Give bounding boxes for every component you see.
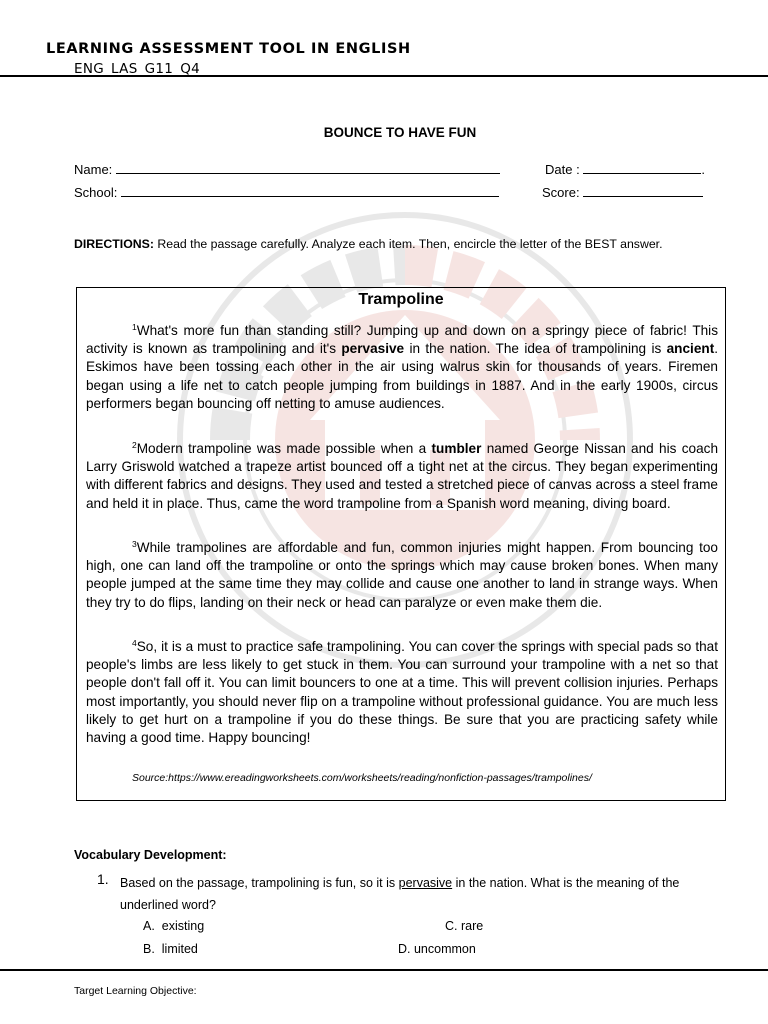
score-blank[interactable] [583, 185, 703, 197]
header-divider [0, 75, 768, 77]
date-label: Date : [545, 162, 580, 177]
paragraph-text: Modern trampoline was made possible when a [136, 441, 432, 456]
choice-c-text: rare [460, 919, 484, 933]
paragraph-text: . Eskimos have been tossing each other in the air using walrus skin for thousands of years. Firemen began using a life net to catch people jumping from buildings in 1887. And in the early 1900s, circus performers began bouncing off netting to amuse audiences. [86, 341, 718, 411]
date-blank[interactable] [583, 162, 701, 174]
question-text [120, 872, 740, 916]
question-number: 1. [97, 871, 109, 887]
choice-c-letter: C. [445, 919, 458, 933]
question-text-after: in the nation. What is the meaning of the underlined word? [120, 876, 680, 912]
paragraph-text: While trampolines are affordable and fun, common injuries might happen. From bouncing too high, one can land off the trampoline or onto the springs which may cause broken bones. When many people jumped at the same time they may collide and cause one another to land in strange ways. When they try to do flips, landing on their neck or head can paralyze or even make them die. [86, 540, 718, 610]
paragraph-number: 1 [132, 322, 137, 332]
choice-d[interactable] [398, 942, 476, 956]
choice-c[interactable] [445, 919, 483, 933]
directions-text: Read the passage carefully. Analyze each item. Then, encircle the letter of the BEST answer. [153, 237, 663, 251]
directions-label: DIRECTIONS: [74, 237, 154, 251]
passage-paragraph-2 [86, 440, 718, 513]
footer-text: Target Learning Objective: [74, 985, 197, 997]
vocabulary-word: pervasive [341, 341, 405, 357]
choice-b[interactable] [143, 942, 198, 956]
score-label: Score: [542, 185, 580, 200]
name-field[interactable] [74, 162, 500, 177]
date-trailing: . [701, 162, 705, 177]
choice-d-text: uncommon [413, 942, 476, 956]
score-field[interactable] [542, 185, 703, 200]
date-field[interactable] [545, 162, 705, 177]
choice-b-letter: B. [143, 942, 155, 956]
choice-b-text: limited [161, 942, 198, 956]
header-title: LEARNING ASSESSMENT TOOL IN ENGLISH [46, 41, 411, 57]
vocabulary-word: ancient [666, 341, 715, 357]
passage-paragraph-3 [86, 539, 718, 612]
passage-source: Source:https://www.ereadingworksheets.com/worksheets/reading/nonfiction-passages/trampolines/ [132, 772, 592, 784]
school-blank[interactable] [121, 185, 499, 197]
vocabulary-word: tumbler [431, 441, 482, 456]
choice-a[interactable] [143, 919, 204, 933]
paragraph-number: 2 [132, 440, 137, 450]
choice-a-text: existing [161, 919, 205, 933]
paragraph-text: So, it is a must to practice safe trampolining. You can cover the springs with special pads so that people's limbs are less likely to get stuck in them. You can surround your trampoline with a net so that people don't fall off it. You can limit bouncers to one at a time. This will prevent collision injuries. Perhaps most importantly, you should never flip on a trampoline without professional guidance. You are much less likely to get hurt on a trampoline if you do these things. Be sure that you are practicing safety while having a good time. Happy bouncing! [86, 639, 718, 746]
school-label: School: [74, 185, 118, 200]
paragraph-number: 4 [132, 638, 137, 648]
choice-d-letter: D. [398, 942, 411, 956]
passage-title: Trampoline [358, 291, 444, 308]
vocabulary-heading: Vocabulary Development: [74, 848, 227, 862]
paragraph-text: in the nation. The idea of trampolining is [404, 341, 667, 357]
passage-paragraph-4 [86, 638, 718, 747]
directions [74, 236, 726, 253]
choice-a-letter: A. [143, 919, 155, 933]
footer-divider [0, 969, 768, 971]
paragraph-text: What's more fun than standing still? Jumping up and down on a springy piece of fabric! This activity is known as trampolining and it's [86, 323, 718, 357]
question-underlined-word: pervasive [398, 876, 453, 890]
school-field[interactable] [74, 185, 499, 200]
name-blank[interactable] [116, 162, 500, 174]
question-text-before: Based on the passage, trampolining is fun, so it is [120, 876, 399, 890]
paragraph-number: 3 [132, 539, 137, 549]
document-title: BOUNCE TO HAVE FUN [323, 125, 477, 140]
passage-paragraph-1 [86, 322, 718, 413]
paragraph-text: named George Nissan and his coach Larry Griswold watched a trapeze artist bounced off a tight net at the circus. They began experimenting with different fabrics and designs. They used and tested a stretched piece of canvas across a steel frame and held it in place. Thus, came the word trampoline from a Spanish word meaning, diving board. [86, 441, 718, 511]
name-label: Name: [74, 162, 113, 177]
header-code: ENG_LAS_G11_Q4 [74, 61, 201, 77]
